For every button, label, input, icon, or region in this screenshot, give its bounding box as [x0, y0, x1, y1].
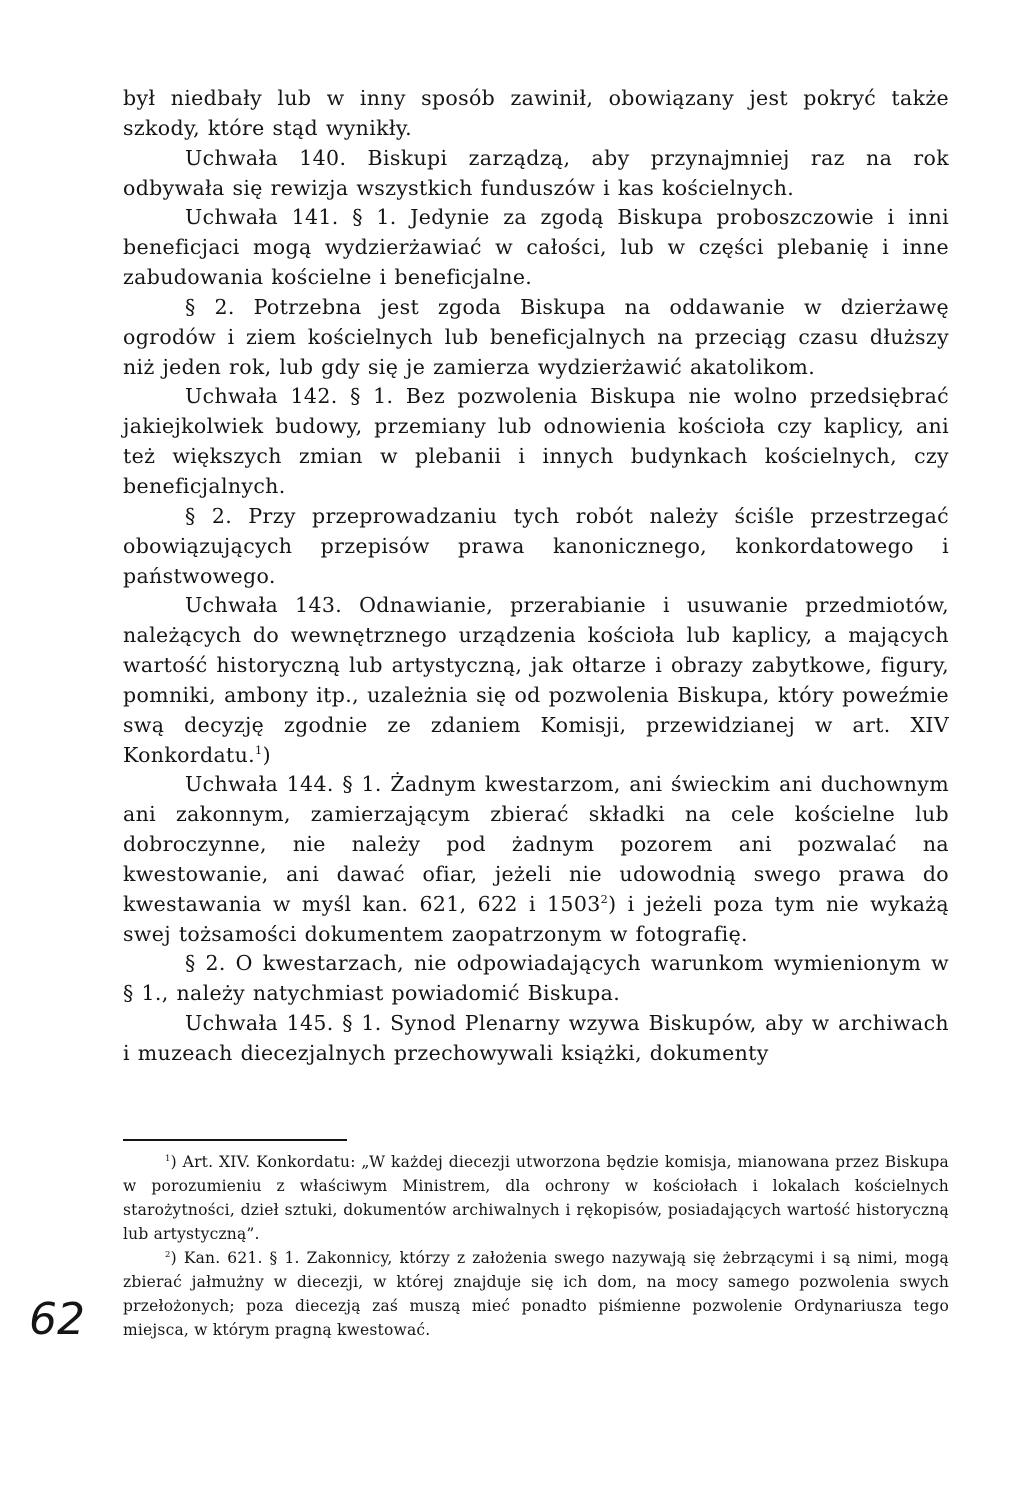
paragraph-text: ) i jeżeli poza tym nie wykażą swej tożsamości dokumentem zaopatrzonym w fotografię. — [123, 891, 949, 946]
paragraph-resolution-141: Uchwała 141. § 1. Jedynie za zgodą Biskupa proboszczowie i inni beneficjaci mogą wydzierżawiać w całości, lub w części plebanię i inne zabudowania kościelne i beneficjalne. — [123, 205, 949, 290]
paragraph-resolution-142: Uchwała 142. § 1. Bez pozwolenia Biskupa nie wolno przedsiębrać jakiejkolwiek budowy, przemiany lub odnowienia kościoła czy kaplicy, ani też większych zmian w plebanii i innych budynkach kościelnych, czy beneficjalnych. — [123, 384, 949, 498]
paragraph-resolution-145: Uchwała 145. § 1. Synod Plenarny wzywa Biskupów, aby w archiwach i muzeach diecezjalnych przechowywali książki, dokumenty — [123, 1011, 949, 1065]
page-number: 62 — [29, 1294, 85, 1345]
main-text — [123, 84, 949, 1069]
paragraph-section-2: § 2. Potrzebna jest zgoda Biskupa na oddawanie w dzierżawę ogrodów i ziem kościelnych lub beneficjalnych na przeciąg czasu dłuższy niż jeden rok, lub gdy się je zamierza wydzierżawić akatolikom. — [123, 294, 949, 379]
paragraph: był niedbały lub w inny sposób zawinił, obowiązany jest pokryć także szkody, które stąd wynikły. — [123, 86, 949, 140]
footnote-text: ) Art. XIV. Konkordatu: „W każdej diecezji utworzona będzie komisja, mianowana przez Biskupa w porozumieniu z właściwym Ministrem, dla ochrony w kościołach i lokalach kościelnych starożytności, dzieł sztuki, dokumentów archiwalnych i rękopisów, posiadających wartość historyczną lub artystyczną”. — [123, 1153, 949, 1243]
paragraph-text: Uchwała 143. Odnawianie, przerabianie i usuwanie przedmiotów, należących do wewnętrznego urządzenia kościoła lub kaplicy, a mających wartość historyczną lub artystyczną, jak ołtarze i obrazy zabytkowe, figury, pomniki, ambony itp., uzależnia się od pozwolenia Biskupa, który poweźmie swą decyzję zgodnie ze zdaniem Komisji, przewidzianej w art. XIV Konkordatu. — [123, 593, 949, 767]
paragraph-resolution-140: Uchwała 140. Biskupi zarządzą, aby przynajmniej raz na rok odbywała się rewizja wszystkich funduszów i kas kościelnych. — [123, 145, 949, 200]
paragraph-text: ) — [262, 742, 271, 767]
footnotes — [123, 1150, 949, 1342]
footnote-reference: 2 — [600, 892, 609, 906]
footnote-reference: 1 — [255, 743, 263, 757]
footnote-marker: 1 — [165, 1154, 171, 1165]
paragraph-text: Uchwała 144. § 1. Żadnym kwestarzom, ani świeckim ani duchownym ani zakonnym, zamierzającym zbierać składki na cele kościelne lub dobroczynne, nie należy pod żadnym pozorem ani pozwalać na kwestowanie, ani dawać ofiar, jeżeli nie udowodnią swego prawa do kwestawania w myśl kan. 621, 622 i 1503 — [123, 772, 949, 916]
footnote-text: ) Kan. 621. § 1. Zakonnicy, którzy z założenia swego nazywają się żebrzącymi i są nimi, mogą zbierać jałmużny w diecezji, w której znajduje się ich dom, na mocy samego pozwolenia swych przełożonych; poza diecezją zaś muszą mieć ponadto piśmienne pozwolenie Ordynariusza tego miejsca, w którym pragną kwestować. — [123, 1249, 949, 1339]
footnote-marker: 2 — [165, 1250, 171, 1261]
paragraph-resolution-144 — [123, 770, 949, 949]
footnote-divider — [123, 1139, 347, 1141]
paragraph-section-2: § 2. O kwestarzach, nie odpowiadających warunkom wymienionym w § 1., należy natychmiast powiadomić Biskupa. — [123, 951, 949, 1006]
paragraph-resolution-143 — [123, 591, 949, 770]
paragraph-section-2: § 2. Przy przeprowadzaniu tych robót należy ściśle przestrzegać obowiązujących przepisów prawa kanonicznego, konkordatowego i państwowego. — [123, 503, 949, 588]
footnote — [123, 1246, 949, 1342]
footnote — [123, 1150, 949, 1246]
